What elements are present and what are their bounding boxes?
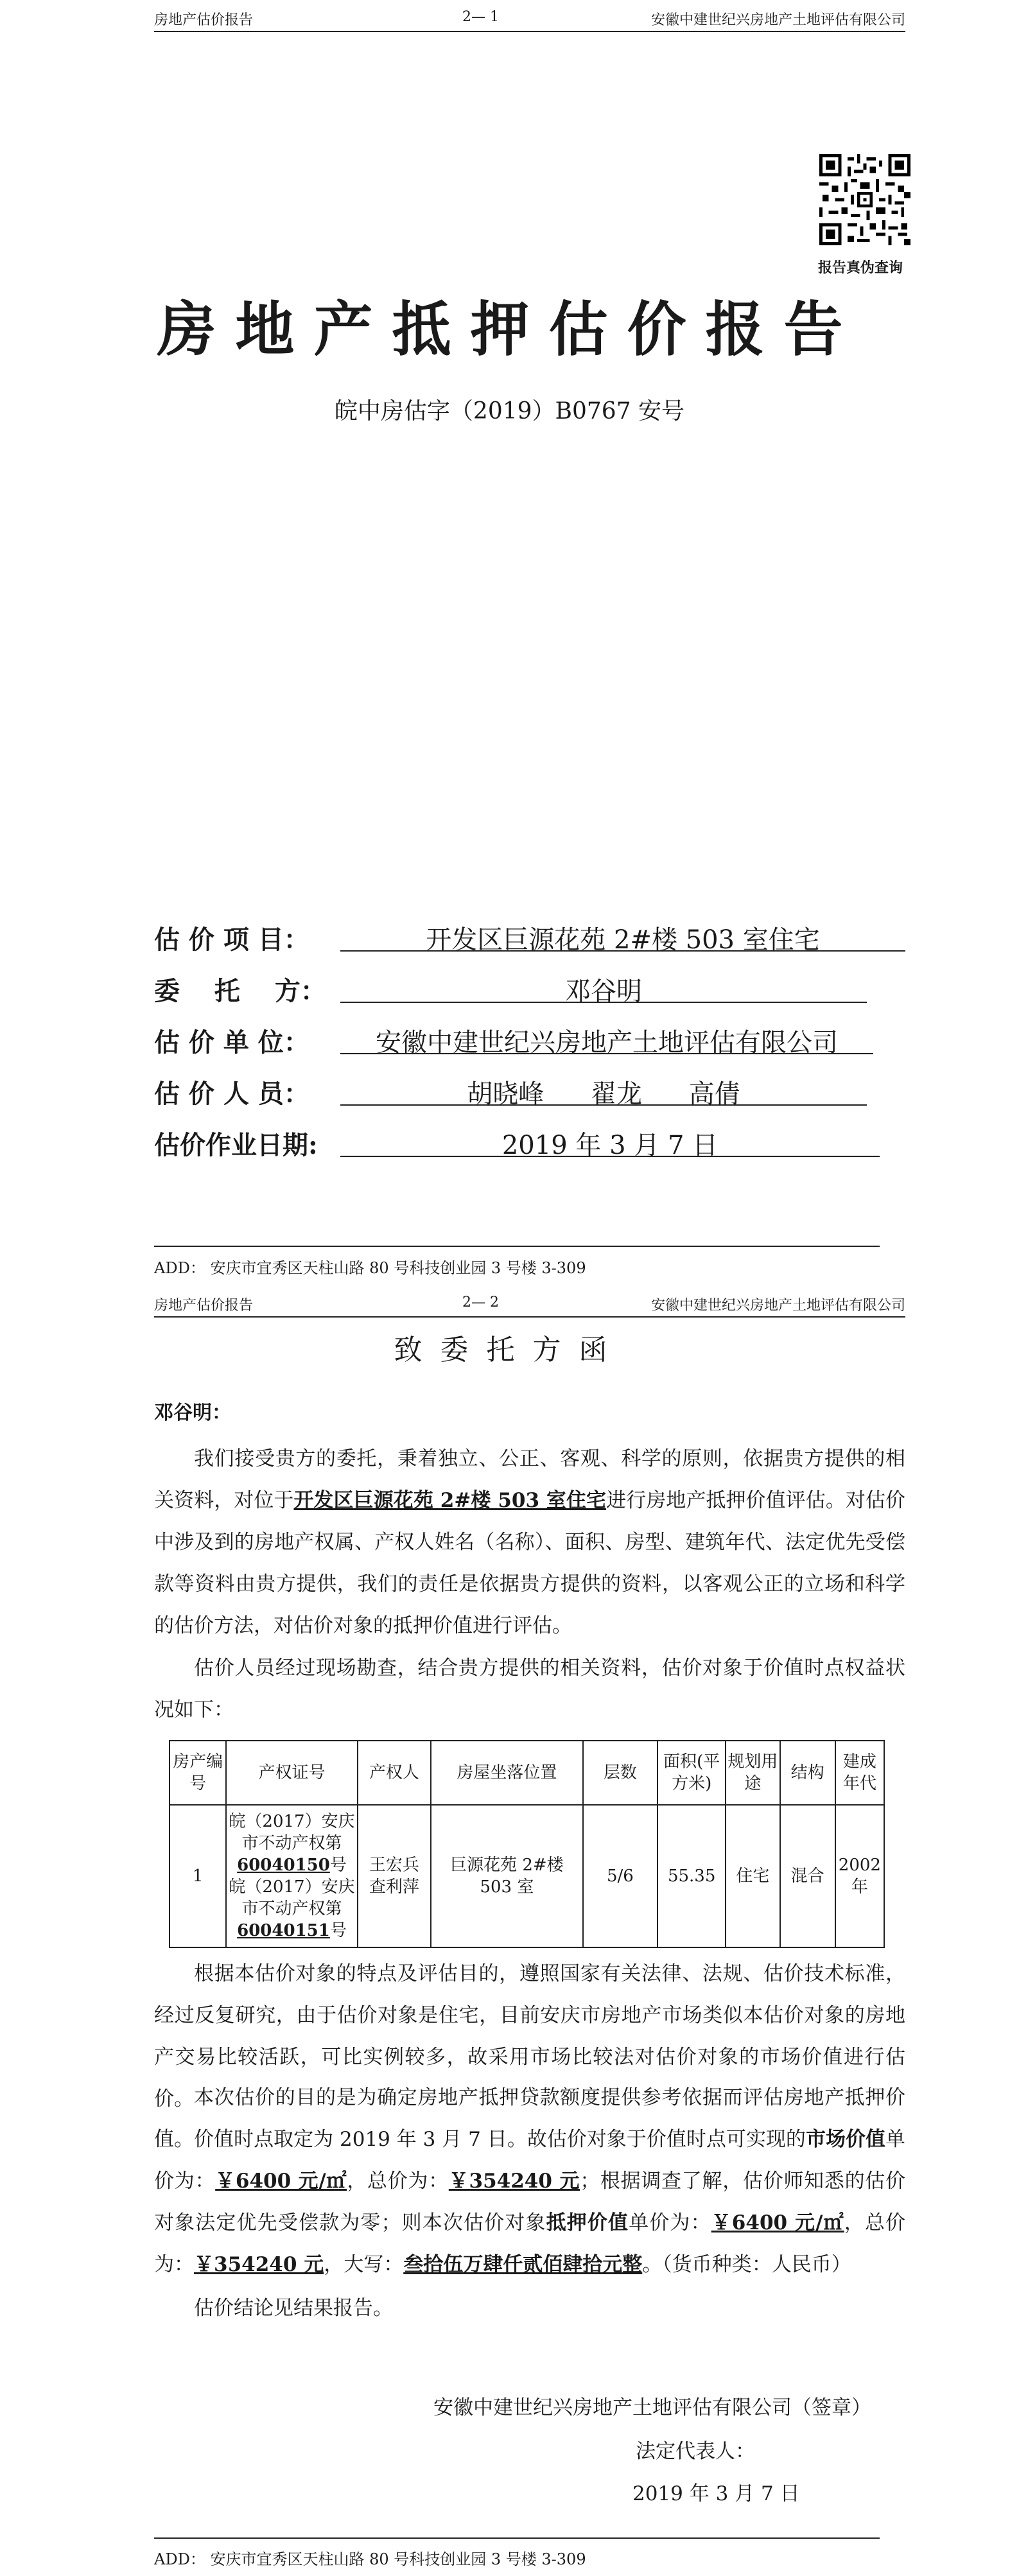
text: ，大写： xyxy=(324,2253,404,2276)
report-title: 房地产抵押估价报告 xyxy=(157,295,862,364)
cert-text: 号 xyxy=(329,1856,347,1875)
text: ，总价为： xyxy=(154,2211,906,2276)
paragraph-valuation xyxy=(154,2077,905,2286)
property-table xyxy=(169,1740,885,1948)
cell-use: 住宅 xyxy=(726,1805,779,1947)
text: ；根据调查了解，估价师知悉的估价对象法定优先受偿款为零；则本次估价对象 xyxy=(154,2170,906,2234)
cell-structure: 混合 xyxy=(780,1805,835,1947)
field-date-label: 估价作业日期: xyxy=(154,1130,318,1160)
appraiser-name: 高倩 xyxy=(688,1079,740,1109)
header-company: 安徽中建世纪兴房地产土地评估有限公司 xyxy=(650,1298,905,1314)
col-header: 结构 xyxy=(780,1741,835,1805)
cert-text: 皖（2017）安庆市不动产权第 xyxy=(229,1877,355,1919)
text: 本次估价的目的是为确定房地产抵押贷款额度提供参考依据而评估房地产抵押价值。价值时点取定为 2019 年 3 月 7 日。故估价对象于价值时点可实现的 xyxy=(154,2086,905,2151)
header-left: 房地产估价报告 xyxy=(154,1298,254,1314)
appraiser-name: 翟龙 xyxy=(591,1079,642,1109)
footer-divider xyxy=(154,2537,880,2539)
property-address: 开发区巨源花苑 2#楼 503 室住宅 xyxy=(293,1489,607,1512)
market-total-price: ￥354240 元 xyxy=(448,2170,580,2193)
mortgage-value-label: 抵押价值 xyxy=(546,2211,629,2234)
salutation: 邓谷明： xyxy=(154,1402,231,1424)
paragraph-engagement xyxy=(154,1438,905,1647)
col-header: 面积(平方米) xyxy=(658,1741,726,1805)
text: 进行房地产抵押价值评估。对估价中涉及到的房地产权属、产权人姓名（名称）、面积、房型、建筑年代、法定优先受偿款等资料由贵方提供，我们的责任是依据贵方提供的资料，以客观公正的立场和科学的估价方法，对估价对象的抵押价值进行评估。 xyxy=(154,1489,906,1637)
col-header: 产权人 xyxy=(358,1741,431,1805)
field-appraisers-value xyxy=(340,1074,867,1109)
cert-number: 60040150 xyxy=(237,1856,330,1875)
footer-address: ADD： 安庆市宜秀区天柱山路 80 号科技创业园 3 号楼 3-309 xyxy=(154,2550,586,2568)
qr-caption: 报告真伪查询 xyxy=(817,259,903,276)
paragraph-conclusion: 估价结论见结果报告。 xyxy=(194,2297,393,2320)
field-appraisers-label: 估 价 人 员： xyxy=(154,1079,309,1109)
col-header: 产权证号 xyxy=(226,1741,358,1805)
qr-code-icon[interactable] xyxy=(819,154,910,245)
header-left: 房地产估价报告 xyxy=(154,12,254,28)
footer-address: ADD： 安庆市宜秀区天柱山路 80 号科技创业园 3 号楼 3-309 xyxy=(154,1259,586,1277)
cert-text: 皖（2017）安庆市不动产权第 xyxy=(229,1812,355,1853)
page-header xyxy=(154,9,905,32)
cert-text: 号 xyxy=(329,1921,347,1940)
report-number: 皖中房估字（2019）B0767 安号 xyxy=(334,398,685,424)
cell-year: 2002 年 xyxy=(835,1805,884,1947)
mortgage-unit-price: ￥6400 元/㎡ xyxy=(711,2211,844,2234)
signature-company: 安徽中建世纪兴房地产土地评估有限公司（签章） xyxy=(433,2396,871,2419)
text: 单价为： xyxy=(154,2128,905,2193)
field-org-value: 安徽中建世纪兴房地产土地评估有限公司 xyxy=(340,1022,873,1054)
field-date-value: 2019 年 3 月 7 日 xyxy=(340,1125,880,1157)
col-header: 规划用途 xyxy=(726,1741,779,1805)
paragraph-survey: 估价人员经过现场勘查，结合贵方提供的相关资料，估价对象于价值时点权益状况如下： xyxy=(154,1657,905,1721)
cell-area: 55.35 xyxy=(658,1805,726,1947)
header-page-number: 2— 1 xyxy=(462,9,499,25)
cell-no: 1 xyxy=(170,1805,226,1947)
col-header: 建成年代 xyxy=(835,1741,884,1805)
letter-title: 致委托方函 xyxy=(394,1334,625,1366)
table-row xyxy=(170,1805,884,1947)
letter-page xyxy=(0,1289,1019,2576)
text: 单价为： xyxy=(629,2211,711,2234)
signature-representative: 法定代表人： xyxy=(636,2440,755,2463)
page-header xyxy=(154,1294,905,1318)
amount-in-words: 叁拾伍万肆仟贰佰肆拾元整 xyxy=(403,2253,643,2276)
table-header-row xyxy=(170,1741,884,1805)
field-org-label: 估 价 单 位： xyxy=(154,1027,309,1057)
appraiser-name: 胡晓峰 xyxy=(467,1079,544,1109)
mortgage-total-price: ￥354240 元 xyxy=(194,2253,324,2276)
field-project-label: 估 价 项 目： xyxy=(154,925,309,955)
market-value-label: 市场价值 xyxy=(805,2128,885,2151)
cell-location: 巨源花苑 2#楼 503 室 xyxy=(431,1805,583,1947)
header-page-number: 2— 2 xyxy=(462,1294,499,1310)
text: 我们接受贵方的委托，秉着独立、公正、客观、科学的原则，依据贵方提供的相关资料，对位于 xyxy=(154,1447,905,1512)
header-company: 安徽中建世纪兴房地产土地评估有限公司 xyxy=(650,12,905,28)
cert-number: 60040151 xyxy=(237,1921,330,1940)
field-client-label: 委 托 方： xyxy=(154,976,326,1006)
field-client-value: 邓谷明 xyxy=(340,971,867,1003)
field-project-value: 开发区巨源花苑 2#楼 503 室住宅 xyxy=(340,919,905,952)
signature-date: 2019 年 3 月 7 日 xyxy=(632,2482,800,2505)
col-header: 房屋坐落位置 xyxy=(431,1741,583,1805)
cell-cert xyxy=(226,1805,358,1947)
col-header: 房产编号 xyxy=(170,1741,226,1805)
cell-floors: 5/6 xyxy=(583,1805,658,1947)
footer-divider xyxy=(154,1246,880,1247)
text: 。（货币种类：人民币） xyxy=(642,2253,851,2276)
cell-owner: 王宏兵 查利萍 xyxy=(358,1805,431,1947)
market-unit-price: ￥6400 元/㎡ xyxy=(215,2170,347,2193)
paragraph-method: 根据本估价对象的特点及评估目的，遵照国家有关法律、法规、估价技术标准，经过反复研究，由于估价对象是住宅，目前安庆市房地产市场类似本估价对象的房地产交易比较活跃，可比实例较多，故采用市场比较法对估价对象的市场价值进行估价。 xyxy=(154,1962,905,2110)
col-header: 层数 xyxy=(583,1741,658,1805)
text: ，总价为： xyxy=(347,2170,449,2193)
